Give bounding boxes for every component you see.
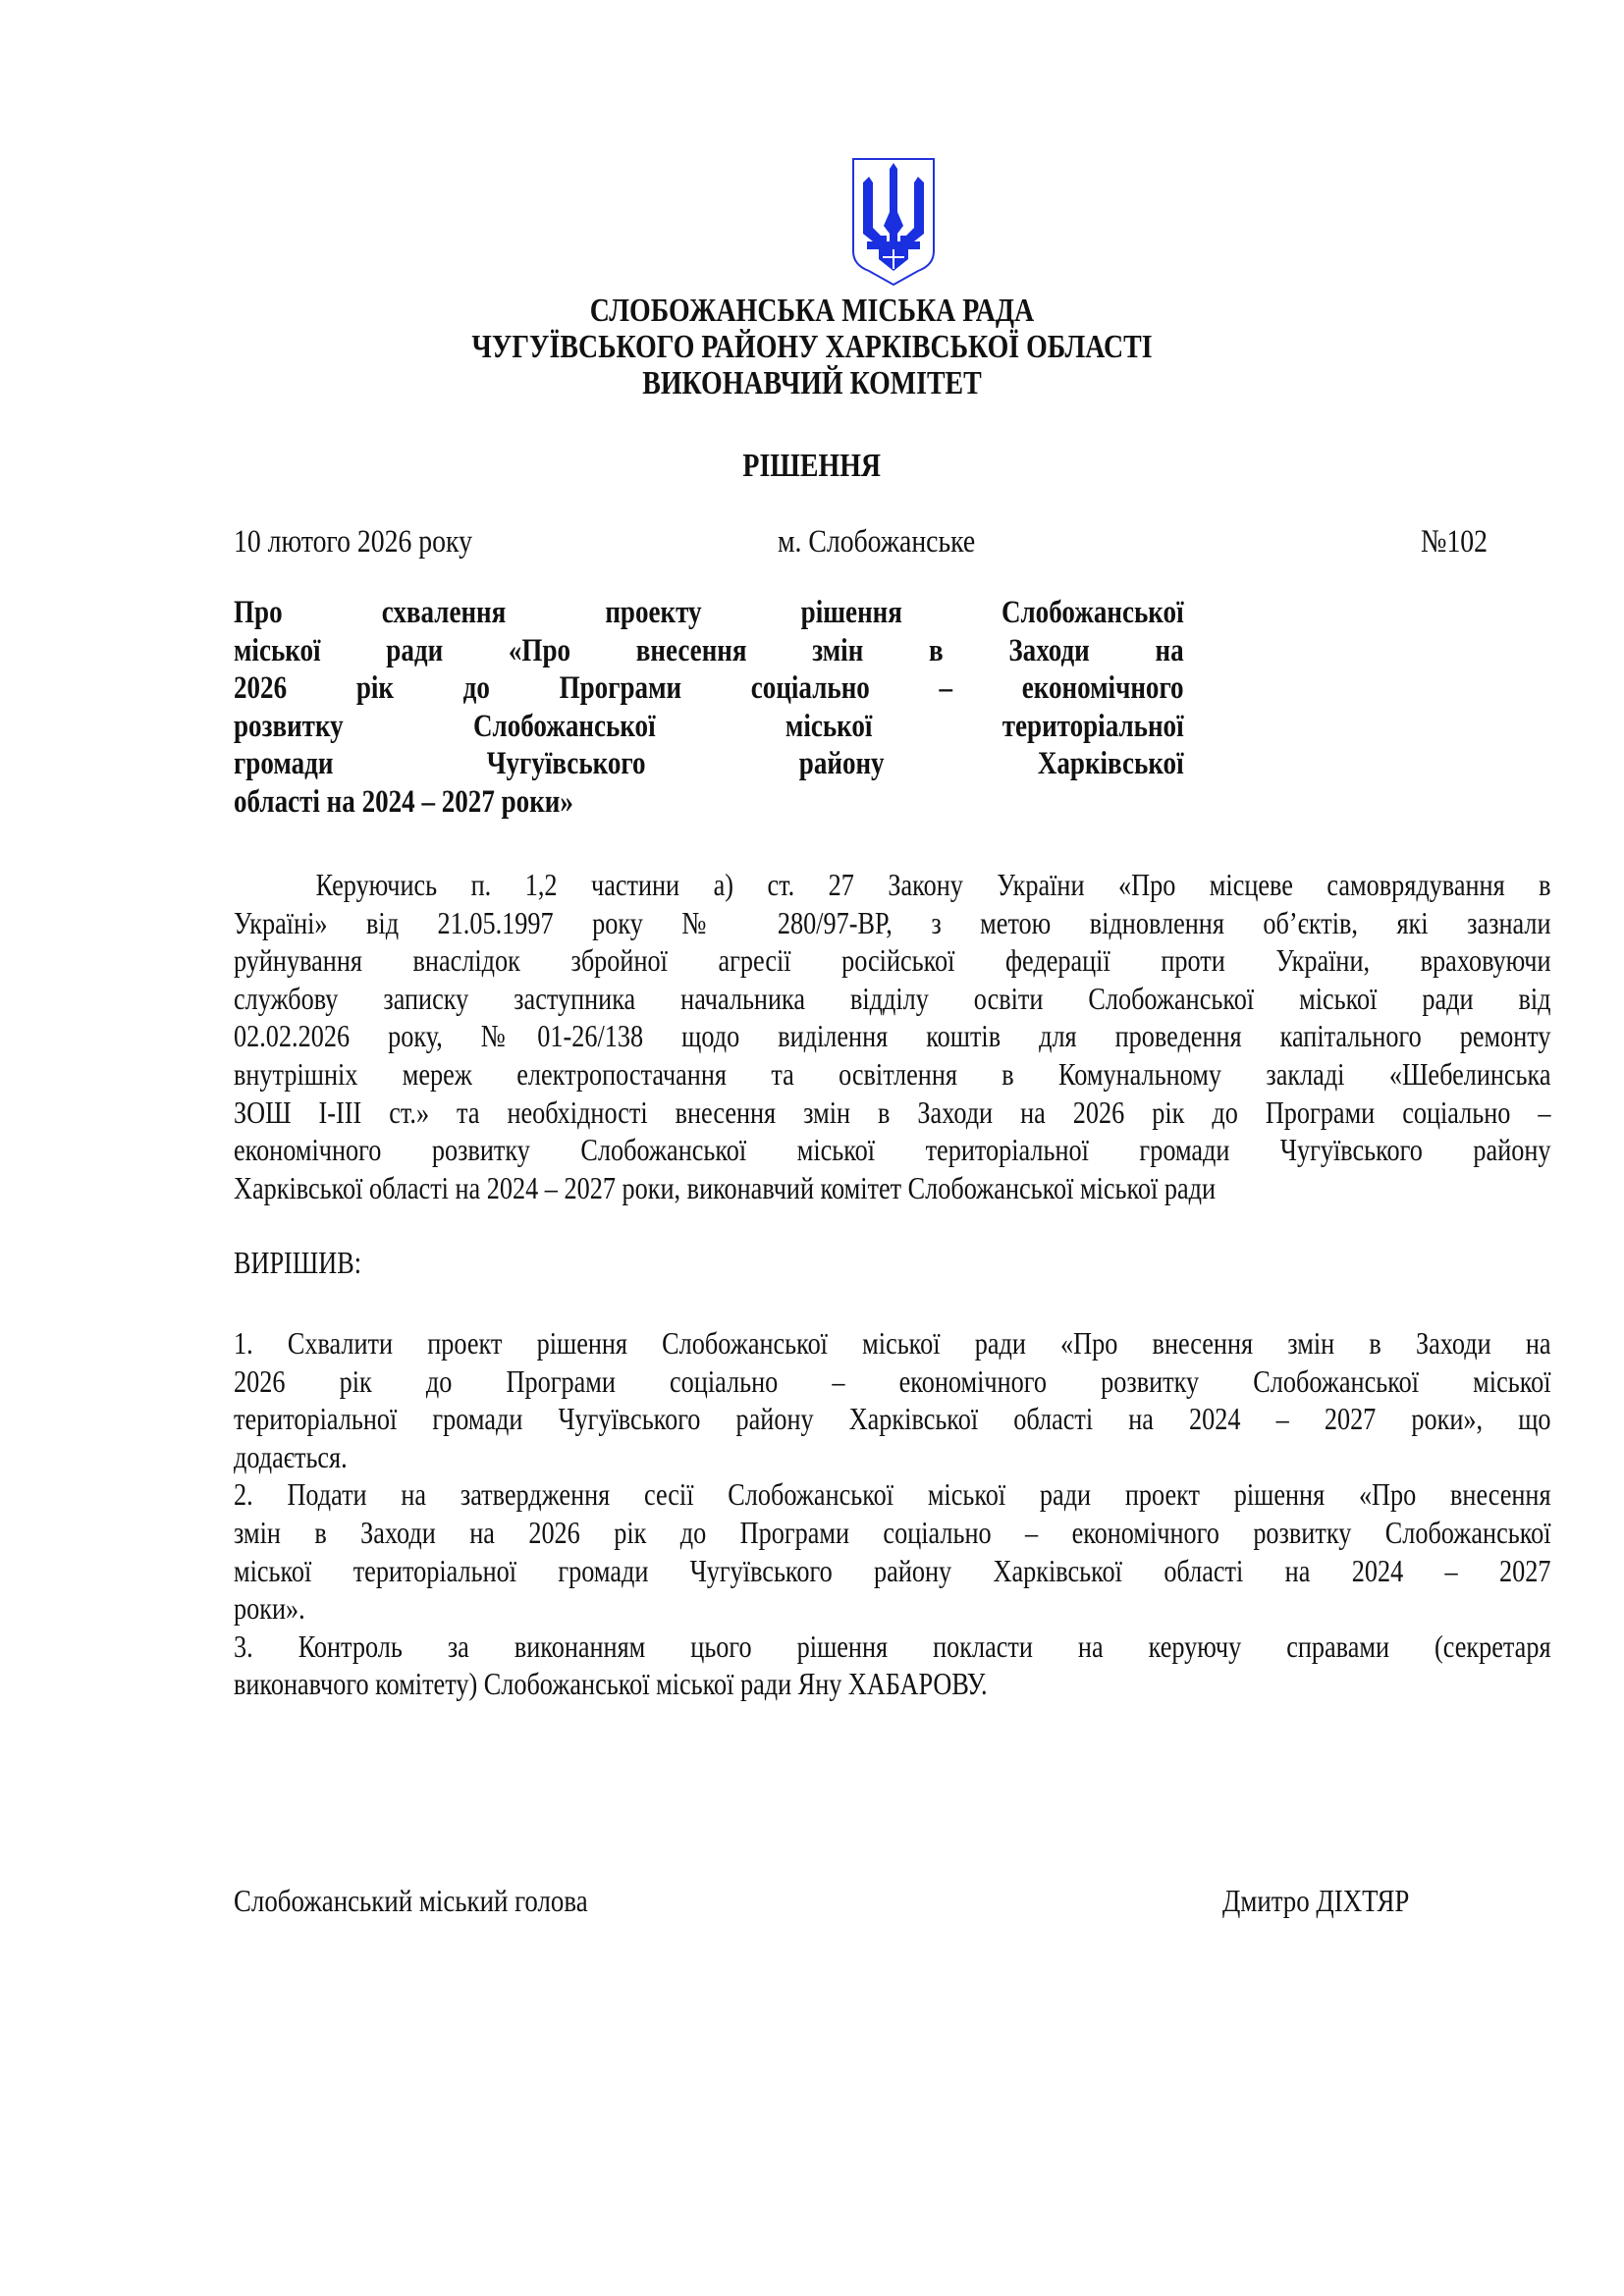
decision-line: міської територіальної громади Чугуївського району Харківської області на 2024 – 2027 [234,1552,1551,1588]
document-date: 10 лютого 2026 року [234,524,472,560]
header-line-3: ВИКОНАВЧИЙ КОМІТЕТ [642,365,982,401]
subject-line: громади Чугуївського району Харківської [234,746,1184,781]
signatory-name: Дмитро ДІХТЯР [1222,1883,1410,1918]
document-number: №102 [1421,524,1489,560]
decision-list [234,1324,1551,1703]
document-subject [234,594,1184,821]
preamble-line: Харківської області на 2024 – 2027 роки, виконавчий комітет Слобожанської міської ради [234,1169,1217,1205]
decision-line: роки». [234,1590,305,1627]
decision-line: територіальної громади Чугуївського району Харківської області на 2024 – 2027 роки», що [234,1401,1551,1437]
subject-line: розвитку Слобожанської міської територіальної [234,708,1184,744]
subject-line: міської ради «Про внесення змін в Заходи на [234,632,1184,668]
document-place: м. Слобожанське [778,524,976,560]
subject-line: області на 2024 – 2027 роки» [234,783,573,820]
decision-line: додається. [234,1438,348,1474]
preamble-line: Керуючись п. 1,2 частини а) ст. 27 Закону України «Про місцеве самоврядування в [315,867,1551,902]
ukraine-coat-of-arms-icon [849,155,938,289]
preamble-line: руйнування внаслідок збройної агресії російської федерації проти України, враховуючи [234,942,1551,979]
decision-line: 2026 рік до Програми соціально – економічного розвитку Слобожанської міської [234,1362,1551,1399]
preamble-line: 02.02.2026 року, №01-26/138 щодо виділення коштів для проведення капітального ремонту [234,1018,1551,1054]
organization-header [0,293,1624,401]
header-line-1: СЛОБОЖАНСЬКА МІСЬКА РАДА [589,293,1035,329]
header-line-2: ЧУГУЇВСЬКОГО РАЙОНУ ХАРКІВСЬКОЇ ОБЛАСТІ [471,329,1153,365]
preamble-line: службову записку заступника начальника відділу освіти Слобожанської міської ради від [234,980,1551,1016]
subject-line: 2026 рік до Програми соціально – економічного [234,670,1184,706]
resolved-label: ВИРІШИВ: [234,1245,361,1280]
decision-line: 2. Подати на затвердження сесії Слобожанської міської ради проект рішення «Про внесення [234,1476,1551,1513]
decision-line: виконавчого комітету) Слобожанської міської ради Яну ХАБАРОВУ. [234,1666,988,1702]
document-type: РІШЕННЯ [742,448,882,484]
decision-line: змін в Заходи на 2026 рік до Програми соціально – економічного розвитку Слобожанської [234,1514,1551,1550]
preamble-paragraph [234,866,1551,1206]
decision-line: 3. Контроль за виконанням цього рішення покласти на керуючу справами (секретаря [234,1628,1551,1664]
signatory-position: Слобожанський міський голова [234,1883,588,1918]
decision-line: 1. Схвалити проект рішення Слобожанської міської ради «Про внесення змін в Заходи на [234,1325,1551,1361]
preamble-line: економічного розвитку Слобожанської міської територіальної громади Чугуївського району [234,1132,1551,1168]
preamble-line: ЗОШ І-ІІІ ст.» та необхідності внесення змін в Заходи на 2026 рік до Програми соціально – [234,1094,1551,1130]
subject-line: Про схвалення проекту рішення Слобожанської [234,595,1184,630]
preamble-line: внутрішніх мереж електропостачання та освітлення в Комунальному закладі «Шебелинська [234,1055,1551,1092]
preamble-line: Україні» від 21.05.1997 року № 280/97-ВР, з метою відновлення об’єктів, які зазнали [234,904,1551,940]
